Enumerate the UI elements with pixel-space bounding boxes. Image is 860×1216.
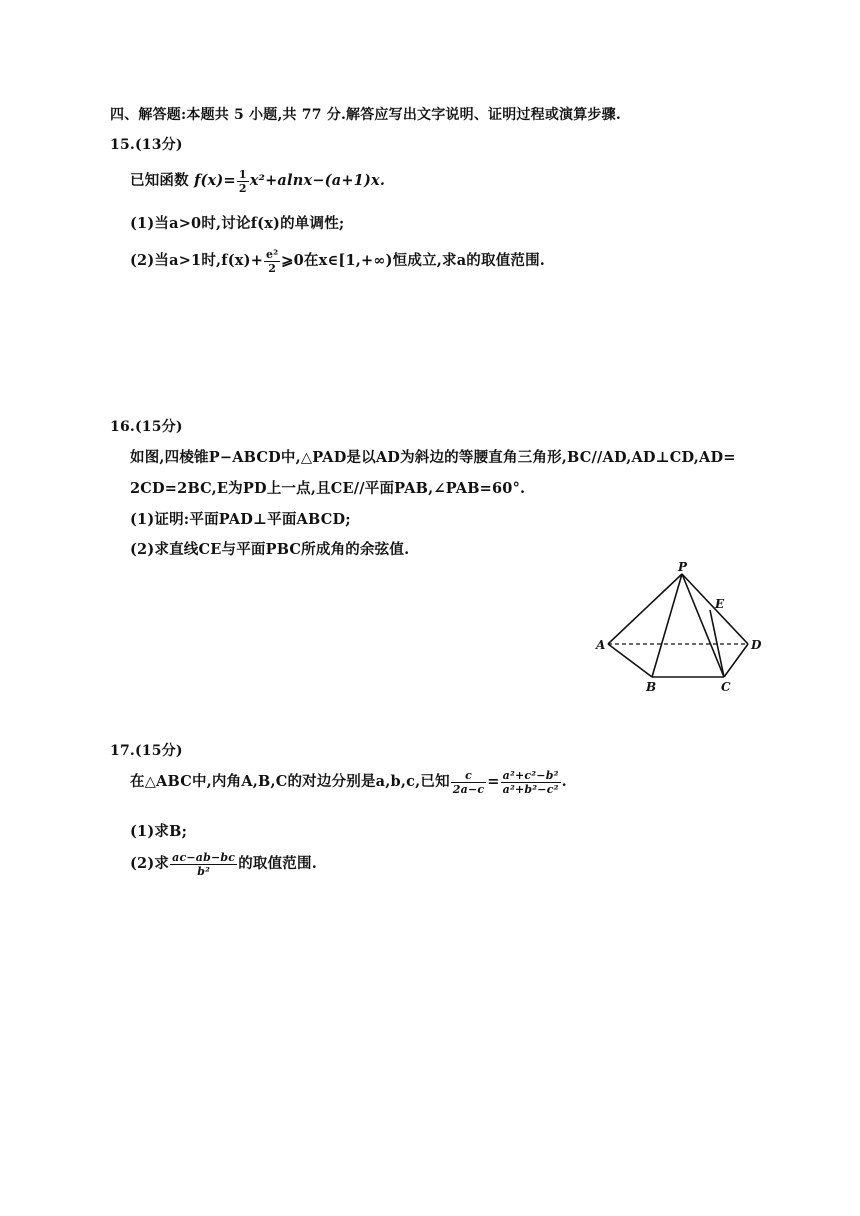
q16-part1: (1)证明:平面PAD⊥平面ABCD; [130,511,351,528]
q17-fraction-2 [501,769,561,796]
edge-pb [652,574,682,677]
q17-f3-den: b² [170,864,237,878]
q16-title: 16.(15分) [110,419,183,435]
q15-part2 [130,246,545,276]
edge-pc [682,574,724,677]
q17-fraction-1 [451,769,487,796]
edge-cd [724,644,748,677]
q17-part2-suffix: 的取值范围. [238,855,317,872]
label-e: E [715,597,725,611]
q15-half-num: 1 [238,167,247,181]
label-c: C [721,680,731,694]
q17-part2 [130,848,317,880]
q15-intro [130,166,385,196]
q17-line-prefix: 在△ABC中,内角A,B,C的对边分别是a,b,c,已知 [130,773,450,790]
q15-half-fraction [237,168,249,195]
label-b: B [646,680,657,694]
edge-pa [608,574,682,644]
pyramid-figure [590,560,770,700]
label-p: P [678,560,688,574]
q15-half-den: 2 [238,181,247,195]
q16-line2: 2CD=2BC,E为PD上一点,且CE//平面PAB,∠PAB=60°. [130,480,526,497]
q16-line1: 如图,四棱锥P−ABCD中,△PAD是以AD为斜边的等腰直角三角形,BC//AD,AD⊥CD,AD= [130,449,736,466]
q17-f1-num: c [465,768,472,782]
q17-f2-den: a²+b²−c² [502,782,559,796]
q15-e2-fraction [264,248,280,275]
q17-part2-prefix: (2)求 [130,855,170,872]
q15-title: 15.(13分) [110,137,183,153]
q15-intro-prefix: 已知函数 [130,172,189,189]
label-a: A [596,638,606,652]
section-header: 四、解答题:本题共 5 小题,共 77 分.解答应写出文字说明、证明过程或演算步骤. [110,107,621,123]
label-d: D [751,638,762,652]
q17-title: 17.(15分) [110,743,183,759]
q17-f3-num: ac−ab−bc [172,850,236,864]
q17-part1: (1)求B; [130,823,188,840]
q15-part2-suffix: ⩾0在x∈[1,+∞)恒成立,求a的取值范围. [281,252,546,269]
q15-func: f(x)= [194,172,236,189]
edge-ab [608,644,652,677]
q17-line-end: . [561,773,567,790]
q15-part1: (1)当a>0时,讨论f(x)的单调性; [130,215,345,232]
q15-e2-num: e² [266,247,279,261]
q17-f2-num: a²+c²−b² [502,768,559,782]
q17-eq: = [487,773,500,790]
q16-part2: (2)求直线CE与平面PBC所成角的余弦值. [130,541,410,558]
q17-f1-den: 2a−c [452,782,485,796]
q17-fraction-3 [170,851,237,878]
q15-func-rest: x²+alnx−(a+1)x. [249,172,386,189]
q17-line [130,766,567,798]
q15-e2-den: 2 [264,261,280,275]
q15-part2-prefix: (2)当a>1时,f(x)+ [130,252,264,269]
